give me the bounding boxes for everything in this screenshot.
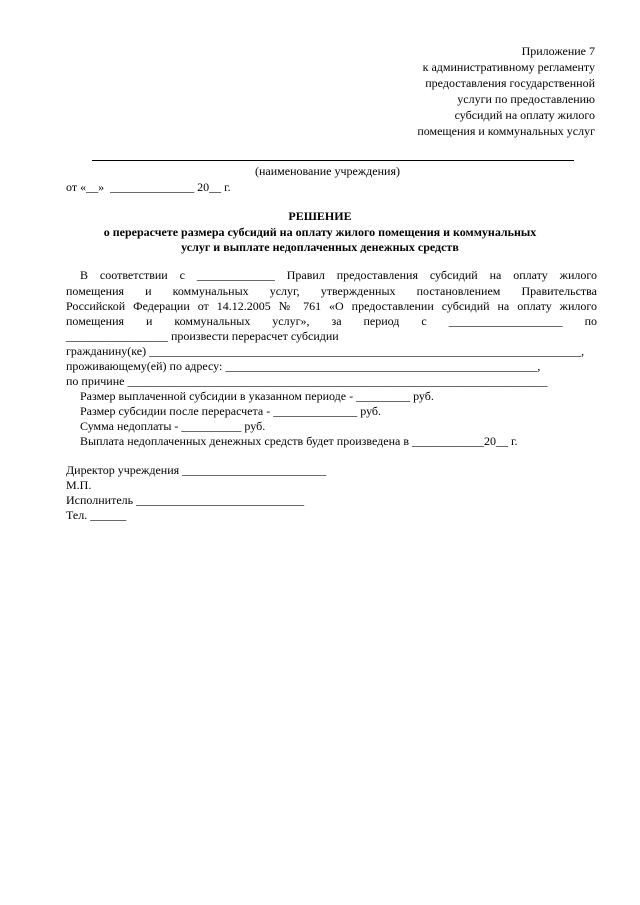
appendix-line-5: субсидий на оплату жилого	[454, 108, 595, 122]
body-line-2: помещения и коммунальных услуг, утвержденных постановлением Правительства	[66, 284, 597, 298]
body-line-1: В соответствии с _____________ Правил предоставления субсидий на оплату жилого	[80, 268, 597, 282]
document-title: РЕШЕНИЕ	[288, 209, 352, 223]
citizen-line: гражданину(ке) ________________________________________________________________________,	[66, 344, 585, 358]
reason-line: по причине ______________________________________________________________________	[66, 374, 548, 388]
appendix-line-1: Приложение 7	[521, 44, 595, 58]
appendix-line-3: предоставления государственной	[425, 76, 595, 90]
payout-line: Выплата недоплаченных денежных средств будет произведена в ____________20__ г.	[80, 434, 518, 448]
executor-signature-line: Исполнитель ____________________________	[66, 493, 305, 507]
phone-line: Тел. ______	[66, 508, 127, 522]
appendix-line-4: услуги по предоставлению	[457, 92, 595, 106]
appendix-line-6: помещения и коммунальных услуг	[417, 124, 595, 138]
stamp-label: М.П.	[66, 478, 92, 492]
appendix-line-2: к административному регламенту	[422, 60, 595, 74]
director-signature-line: Директор учреждения ________________________	[66, 463, 327, 477]
date-line: от «__» ______________ 20__ г.	[66, 180, 231, 194]
paid-subsidy-line: Размер выплаченной субсидии в указанном периоде - _________ руб.	[80, 389, 434, 403]
document-subtitle-line-2: услуг и выплате недоплаченных денежных средств	[181, 240, 459, 254]
underpayment-line: Сумма недоплаты - __________ руб.	[80, 419, 266, 433]
body-line-5: _________________ произвести перерасчет субсидии	[66, 329, 339, 343]
recalculated-subsidy-line: Размер субсидии после перерасчета - ______________ руб.	[80, 404, 382, 418]
institution-caption: (наименование учреждения)	[255, 164, 400, 178]
body-line-3: Российской Федерации от 14.12.2005 № 761 «О предоставлении субсидий на оплату жилого	[66, 299, 597, 313]
address-line: проживающему(ей) по адресу: ____________________________________________________,	[66, 359, 541, 373]
document-subtitle-line-1: о перерасчете размера субсидий на оплату жилого помещения и коммунальных	[103, 225, 537, 239]
body-line-4: помещения и коммунальных услуг», за период с ___________________ по	[66, 314, 597, 328]
institution-name-line	[92, 160, 574, 161]
